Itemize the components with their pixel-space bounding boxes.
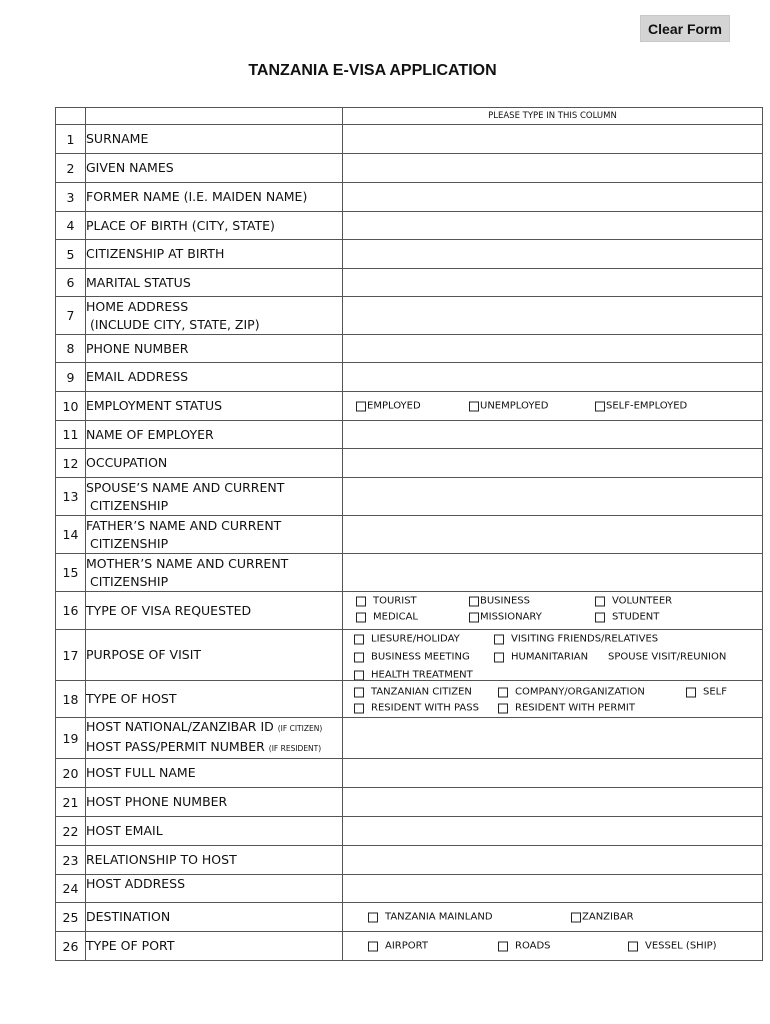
checkbox-option[interactable] (354, 703, 479, 714)
label-note: (IF CITIZEN) (277, 724, 323, 733)
label-line-1: CITIZENSHIP AT BIRTH (86, 246, 225, 261)
field-label (86, 932, 343, 961)
row-number: 23 (56, 846, 86, 875)
checkbox[interactable] (498, 703, 508, 713)
options-cell (343, 392, 763, 421)
checkbox[interactable] (595, 612, 605, 622)
label-note: (IF RESIDENT) (268, 744, 322, 753)
checkbox[interactable] (498, 687, 508, 697)
label-line-1: TYPE OF PORT (86, 938, 175, 953)
form-row (56, 718, 763, 759)
label-line-1: SPOUSE’S NAME AND CURRENT (86, 479, 285, 495)
input-field[interactable] (343, 421, 763, 449)
row-number: 14 (56, 516, 86, 554)
checkbox[interactable] (368, 912, 378, 922)
header-blank-cell (86, 108, 343, 125)
label-line-1: RELATIONSHIP TO HOST (86, 852, 237, 867)
field-label (86, 681, 343, 718)
field-label (86, 212, 343, 240)
checkbox-option[interactable] (595, 401, 687, 412)
input-field[interactable] (343, 718, 763, 759)
field-label (86, 478, 343, 516)
options-cell (343, 932, 763, 961)
input-field[interactable] (343, 125, 763, 154)
row-number: 17 (56, 630, 86, 681)
label-line-1: FORMER NAME (I.E. MAIDEN NAME) (86, 189, 308, 204)
checkbox-label: TANZANIA MAINLAND (385, 911, 493, 923)
checkbox-option[interactable] (469, 596, 530, 607)
row-number: 5 (56, 240, 86, 269)
form-row (56, 421, 763, 449)
row-number: 24 (56, 875, 86, 903)
checkbox-label: STUDENT (612, 611, 660, 623)
checkbox[interactable] (354, 670, 364, 680)
checkbox[interactable] (356, 596, 366, 606)
form-row (56, 516, 763, 554)
form-row (56, 335, 763, 363)
field-label (86, 875, 343, 903)
checkbox-option[interactable] (498, 687, 645, 698)
form-row (56, 759, 763, 788)
label-line-2: (INCLUDE CITY, STATE, ZIP) (90, 316, 260, 332)
input-field[interactable] (343, 449, 763, 478)
checkbox-label: MISSIONARY (480, 611, 542, 623)
row-number: 19 (56, 718, 86, 759)
form-row (56, 817, 763, 846)
row-number: 20 (56, 759, 86, 788)
header-blank-cell (56, 108, 86, 125)
options-cell (343, 630, 763, 681)
label-line-2: HOST PASS/PERMIT NUMBER (86, 739, 265, 754)
checkbox-option[interactable] (494, 652, 588, 663)
checkbox[interactable] (571, 912, 581, 922)
checkbox-label: VISITING FRIENDS/RELATIVES (511, 633, 659, 645)
checkbox-label: SPOUSE VISIT/REUNION (608, 651, 727, 663)
checkbox[interactable] (368, 941, 378, 951)
label-line-1: GIVEN NAMES (86, 160, 174, 175)
checkbox-label: COMPANY/ORGANIZATION (515, 686, 645, 698)
row-number: 4 (56, 212, 86, 240)
column-header: PLEASE TYPE IN THIS COLUMN (343, 108, 763, 125)
checkbox-option[interactable] (356, 596, 417, 607)
input-field[interactable] (343, 269, 763, 297)
input-field[interactable] (343, 240, 763, 269)
form-row (56, 630, 763, 681)
label-line-1: TYPE OF HOST (86, 691, 177, 706)
field-label (86, 363, 343, 392)
form-row (56, 212, 763, 240)
form-row (56, 240, 763, 269)
label-line-1: HOST ADDRESS (86, 876, 186, 891)
checkbox-option[interactable] (686, 687, 727, 698)
label-line-1: SURNAME (86, 131, 149, 146)
checkbox-label: EMPLOYED (367, 400, 421, 412)
row-number: 11 (56, 421, 86, 449)
checkbox-label: UNEMPLOYED (480, 400, 549, 412)
input-field[interactable] (343, 554, 763, 592)
field-label (86, 392, 343, 421)
checkbox[interactable] (356, 401, 366, 411)
checkbox[interactable] (354, 687, 364, 697)
checkbox-label: RESIDENT WITH PERMIT (515, 702, 635, 714)
checkbox[interactable] (469, 401, 479, 411)
row-number: 12 (56, 449, 86, 478)
checkbox-option[interactable] (498, 941, 551, 952)
form-row (56, 932, 763, 961)
checkbox-option[interactable] (356, 401, 421, 412)
field-label (86, 817, 343, 846)
label-line-1: HOST PHONE NUMBER (86, 794, 228, 809)
checkbox-label: HEALTH TREATMENT (371, 669, 473, 681)
checkbox-label: ROADS (515, 940, 551, 952)
checkbox-label: VOLUNTEER (612, 595, 673, 607)
checkbox-option[interactable] (595, 612, 659, 623)
checkbox[interactable] (356, 612, 366, 622)
checkbox-label: BUSINESS (480, 595, 530, 607)
checkbox-option[interactable] (354, 652, 470, 663)
checkbox[interactable] (354, 634, 364, 644)
field-label (86, 154, 343, 183)
row-number: 25 (56, 903, 86, 932)
checkbox[interactable] (494, 634, 504, 644)
page-title: TANZANIA E-VISA APPLICATION (248, 62, 497, 79)
input-field[interactable] (343, 516, 763, 554)
row-number: 22 (56, 817, 86, 846)
field-label (86, 421, 343, 449)
form-row (56, 554, 763, 592)
form-row (56, 478, 763, 516)
input-field[interactable] (343, 154, 763, 183)
form-row (56, 449, 763, 478)
label-line-1: EMAIL ADDRESS (86, 369, 189, 384)
row-number: 3 (56, 183, 86, 212)
label-line-1: HOST EMAIL (86, 823, 163, 838)
field-label (86, 592, 343, 630)
checkbox-option[interactable] (354, 634, 460, 645)
form-row (56, 363, 763, 392)
row-number: 9 (56, 363, 86, 392)
row-number: 2 (56, 154, 86, 183)
row-number: 10 (56, 392, 86, 421)
checkbox[interactable] (354, 652, 364, 662)
input-field[interactable] (343, 759, 763, 788)
label-line-1: FATHER’S NAME AND CURRENT (86, 517, 282, 533)
checkbox-option[interactable] (469, 612, 542, 623)
label-line-1: PHONE NUMBER (86, 340, 189, 356)
checkbox-label: AIRPORT (385, 940, 428, 952)
input-field[interactable] (343, 788, 763, 817)
input-field[interactable] (343, 846, 763, 875)
checkbox-option[interactable] (608, 652, 726, 663)
input-field[interactable] (343, 212, 763, 240)
form-row (56, 183, 763, 212)
field-label (86, 125, 343, 154)
checkbox-label: VESSEL (SHIP) (645, 940, 717, 952)
field-label (86, 903, 343, 932)
options-cell (343, 681, 763, 718)
form-row (56, 297, 763, 335)
options-cell (343, 592, 763, 630)
form-row (56, 846, 763, 875)
clear-form-button[interactable]: Clear Form (640, 15, 730, 42)
checkbox-label: ZANZIBAR (582, 911, 634, 923)
label-line-1: MOTHER’S NAME AND CURRENT (86, 555, 289, 571)
checkbox-option[interactable] (571, 912, 634, 923)
field-label (86, 554, 343, 592)
checkbox-option[interactable] (354, 670, 473, 681)
input-field[interactable] (343, 335, 763, 363)
checkbox[interactable] (686, 687, 696, 697)
input-field[interactable] (343, 875, 763, 903)
checkbox-label: SELF-EMPLOYED (606, 400, 688, 412)
form-row (56, 903, 763, 932)
row-number: 26 (56, 932, 86, 961)
checkbox-option[interactable] (354, 687, 472, 698)
input-field[interactable] (343, 817, 763, 846)
checkbox-option[interactable] (368, 941, 428, 952)
input-field[interactable] (343, 363, 763, 392)
label-line-1: DESTINATION (86, 909, 171, 924)
label-line-1: HOME ADDRESS (86, 298, 189, 314)
row-number: 6 (56, 269, 86, 297)
field-label (86, 630, 343, 681)
row-number: 18 (56, 681, 86, 718)
form-row (56, 681, 763, 718)
label-line-1: HOST NATIONAL/ZANZIBAR ID (86, 719, 274, 734)
form-row (56, 392, 763, 421)
form-row (56, 875, 763, 903)
form-row (56, 592, 763, 630)
row-number: 16 (56, 592, 86, 630)
checkbox[interactable] (494, 652, 504, 662)
form-row (56, 269, 763, 297)
field-label (86, 297, 343, 335)
label-line-1: MARITAL STATUS (86, 274, 191, 290)
label-line-1: PURPOSE OF VISIT (86, 647, 202, 662)
checkbox[interactable] (628, 941, 638, 951)
checkbox-option[interactable] (356, 612, 418, 623)
checkbox-label: RESIDENT WITH PASS (371, 702, 479, 714)
visa-application-table (55, 107, 763, 961)
checkbox[interactable] (595, 401, 605, 411)
checkbox[interactable] (498, 941, 508, 951)
label-line-1: EMPLOYMENT STATUS (86, 398, 223, 413)
checkbox-label: HUMANITARIAN (511, 651, 589, 663)
checkbox[interactable] (595, 596, 605, 606)
checkbox-option[interactable] (368, 912, 493, 923)
field-label (86, 269, 343, 297)
row-number: 7 (56, 297, 86, 335)
row-number: 21 (56, 788, 86, 817)
checkbox-option[interactable] (469, 401, 548, 412)
field-label (86, 516, 343, 554)
input-field[interactable] (343, 183, 763, 212)
header-row (56, 108, 763, 125)
label-line-1: TYPE OF VISA REQUESTED (86, 602, 252, 618)
label-line-1: OCCUPATION (86, 455, 168, 470)
checkbox-label: BUSINESS MEETING (371, 651, 470, 663)
field-label (86, 718, 343, 759)
row-number: 13 (56, 478, 86, 516)
row-number: 15 (56, 554, 86, 592)
options-cell (343, 903, 763, 932)
field-label (86, 788, 343, 817)
checkbox[interactable] (354, 703, 364, 713)
input-field[interactable] (343, 478, 763, 516)
checkbox-label: TANZANIAN CITIZEN (371, 686, 472, 698)
row-number: 8 (56, 335, 86, 363)
input-field[interactable] (343, 297, 763, 335)
checkbox-option[interactable] (498, 703, 635, 714)
form-row (56, 154, 763, 183)
checkbox-label: MEDICAL (373, 611, 418, 623)
label-line-2: CITIZENSHIP (90, 573, 169, 589)
field-label (86, 759, 343, 788)
field-label (86, 335, 343, 363)
checkbox-label: TOURIST (373, 595, 417, 607)
checkbox-option[interactable] (595, 596, 672, 607)
label-line-1: HOST FULL NAME (86, 765, 196, 780)
label-line-2: CITIZENSHIP (90, 535, 169, 551)
form-row (56, 125, 763, 154)
checkbox-label: SELF (703, 686, 727, 698)
label-line-2: CITIZENSHIP (90, 497, 169, 513)
checkbox-label: LIESURE/HOLIDAY (371, 633, 460, 645)
checkbox[interactable] (469, 612, 479, 622)
checkbox-option[interactable] (628, 941, 717, 952)
field-label (86, 240, 343, 269)
form-row (56, 788, 763, 817)
checkbox-option[interactable] (494, 634, 658, 645)
field-label (86, 846, 343, 875)
label-line-1: PLACE OF BIRTH (CITY, STATE) (86, 217, 275, 233)
row-number: 1 (56, 125, 86, 154)
field-label (86, 183, 343, 212)
field-label (86, 449, 343, 478)
label-line-1: NAME OF EMPLOYER (86, 426, 214, 442)
checkbox[interactable] (469, 596, 479, 606)
